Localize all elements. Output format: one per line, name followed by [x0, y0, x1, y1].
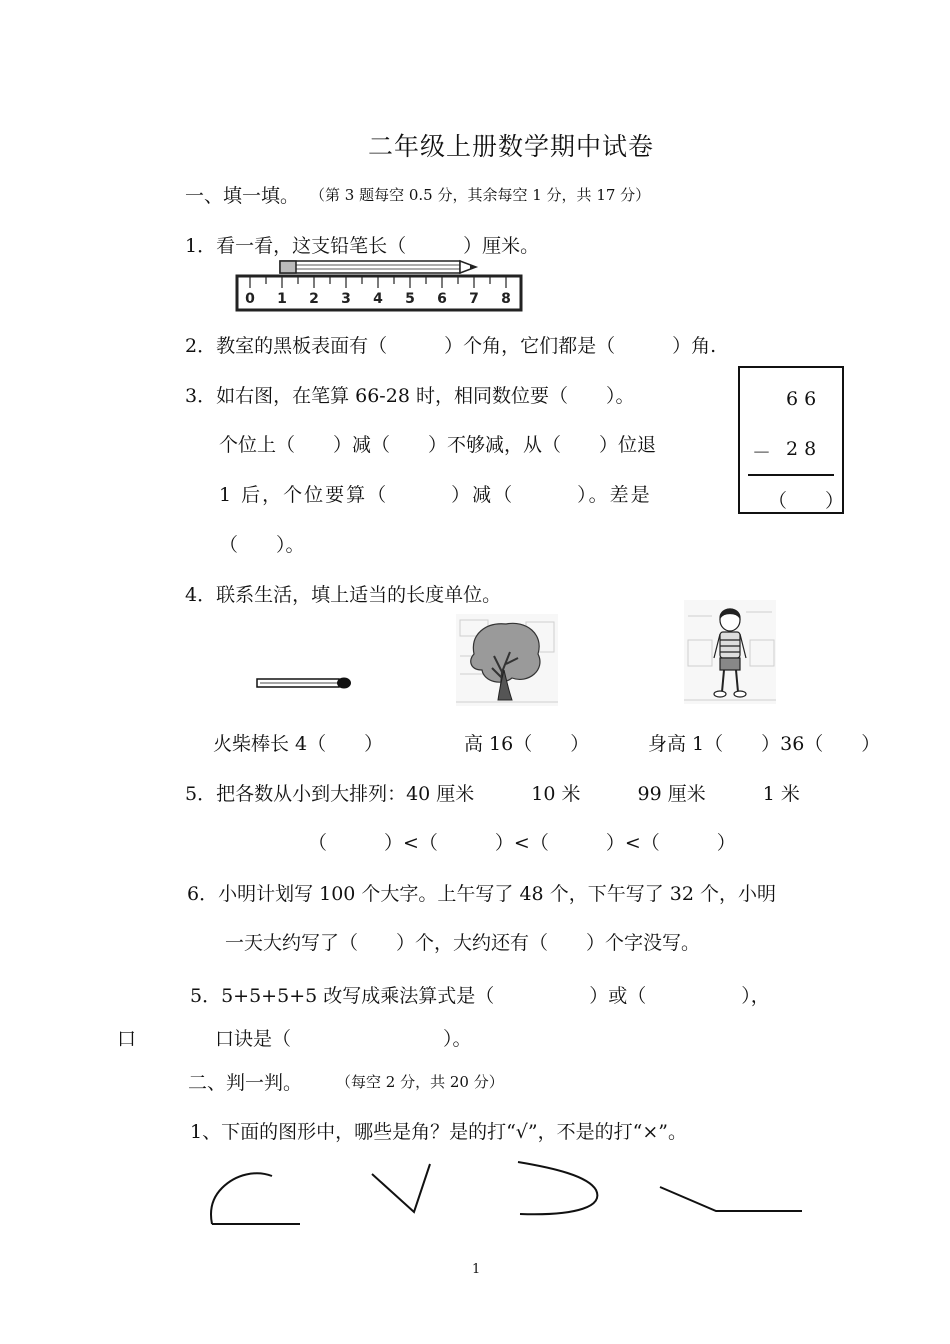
calc-top: 6 6	[786, 388, 817, 410]
section2-question-1: 1、下面的图形中，哪些是角？是的打“√”，不是的打“×”。	[190, 1121, 687, 1143]
section1-heading: 一、填一填。	[185, 185, 300, 207]
question-4: 4．联系生活，填上适当的长度单位。	[185, 584, 502, 606]
q4-matchstick-answer: 火柴棒长 4（ ）	[213, 733, 384, 755]
pencil-icon	[280, 261, 476, 273]
ruler-number: 8	[501, 291, 511, 307]
calc-bottom: 2 8	[786, 438, 817, 460]
question-3-line4: （ ）。	[219, 534, 305, 556]
question-6-line1: 6．小明计划写 100 个大字。上午写了 48 个，下午写了 32 个，小明	[187, 883, 776, 905]
ruler-number: 4	[373, 291, 383, 307]
question-3-line1: 3．如右图，在笔算 66-28 时，相同数位要（ ）。	[185, 385, 635, 407]
tree-image	[456, 614, 558, 706]
section1-note: （第 3 题每空 0.5 分，其余每空 1 分，共 17 分）	[310, 186, 651, 204]
ruler-number: 0	[245, 291, 255, 307]
shape-curved-hook	[514, 1158, 606, 1220]
calc-operator: －	[752, 442, 772, 464]
ruler-number: 3	[341, 291, 351, 307]
section2-note: （每空 2 分，共 20 分）	[336, 1073, 504, 1091]
shape-angle-open	[656, 1183, 806, 1217]
matchstick-image	[256, 676, 352, 690]
shape-angle-v	[368, 1160, 434, 1216]
question-2: 2．教室的黑板表面有（ ）个角，它们都是（ ）角.	[185, 335, 717, 357]
ruler-pencil-figure	[236, 258, 522, 314]
vertical-calculation-box	[738, 366, 844, 514]
question-5-line1: 5．把各数从小到大排列：40 厘米 10 米 99 厘米 1 米	[185, 783, 800, 805]
question-3-line2: 个位上（ ）减（ ）不够减，从（ ）位退	[219, 434, 657, 456]
calc-line	[748, 474, 834, 476]
boy-image	[684, 600, 776, 704]
question-1: 1．看一看，这支铅笔长（ ）厘米。	[185, 235, 540, 257]
question-3-line3: 1 后，个位要算（ ）减（ ）。差是	[219, 484, 652, 506]
question-6-line2: 一天大约写了（ ）个，大约还有（ ）个字没写。	[225, 932, 701, 954]
section2-heading: 二、判一判。	[188, 1072, 303, 1094]
ruler-number: 1	[277, 291, 287, 307]
calc-result: （ ）	[768, 490, 845, 512]
ruler-number: 2	[309, 291, 319, 307]
question-7-prefix: 口	[117, 1028, 137, 1050]
q4-tree-answer: 高 16（ ）	[464, 733, 590, 755]
question-5-line2: （ ）<（ ）<（ ）<（ ）	[308, 832, 736, 854]
ruler-number: 7	[469, 291, 479, 307]
page-number: 1	[472, 1262, 481, 1277]
ruler-number: 6	[437, 291, 447, 307]
page-title: 二年级上册数学期中试卷	[368, 132, 655, 161]
ruler-number: 5	[405, 291, 415, 307]
question-7-line1: 5．5+5+5+5 改写成乘法算式是（ ）或（ ），	[190, 985, 770, 1007]
q4-boy-answer: 身高 1（ ）36（ ）	[648, 733, 881, 755]
question-7-line2: 口诀是（ ）。	[215, 1028, 472, 1050]
shape-curve-with-line	[206, 1168, 306, 1230]
